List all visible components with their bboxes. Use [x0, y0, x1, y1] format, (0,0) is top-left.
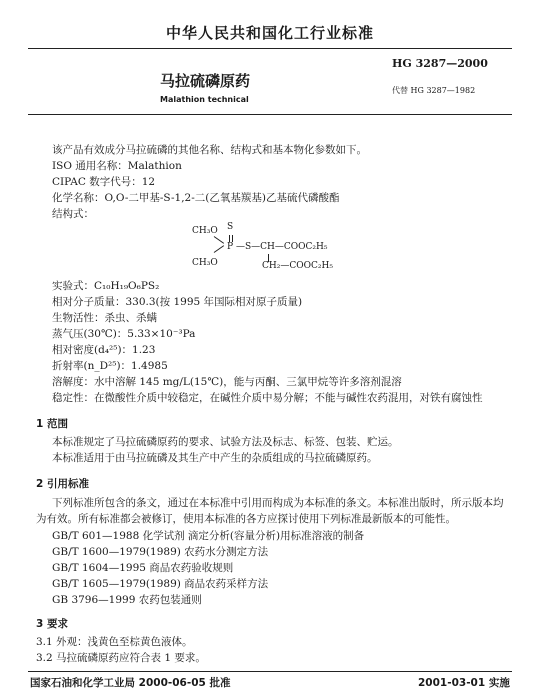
intro-lead: 该产品有效成分马拉硫磷的其他名称、结构式和基本物化参数如下。: [52, 144, 367, 156]
double-bond-line-a: [229, 235, 230, 242]
vapor-pressure: 蒸气压(30℃)：5.33×10⁻³Pa: [52, 328, 196, 340]
section-2-heading: 2 引用标准: [36, 478, 89, 490]
reference-standard: GB/T 601—1988 化学试剂 滴定分析(容量分析)用标准溶液的制备: [52, 530, 365, 542]
document-title-en: Malathion technical: [160, 95, 249, 104]
section-2-para-1a: 下列标准所包含的条文，通过在本标准中引用而构成为本标准的条文。本标准出版时，所示版本均: [52, 497, 504, 509]
reference-standard: GB/T 1600—1979(1989) 农药水分测定方法: [52, 546, 269, 558]
relative-density: 相对密度(d₄²⁵)：1.23: [52, 344, 156, 356]
section-1-para-2: 本标准适用于由马拉硫磷及其生产中产生的杂质组成的马拉硫磷原药。: [52, 452, 378, 464]
requirement-3-1: 3.1 外观：浅黄色至棕黄色液体。: [36, 636, 193, 648]
phosphorus-atom: P: [227, 242, 234, 252]
methoxy-group-2: CH₃O: [192, 258, 218, 268]
national-standard-title: 中华人民共和国化工行业标准: [165, 24, 374, 42]
reference-standard: GB 3796—1999 农药包装通则: [52, 594, 202, 606]
header-rule: [28, 48, 512, 49]
standard-number: HG 3287—2000: [392, 57, 488, 70]
empirical-formula: 实验式：C₁₀H₁₉O₆PS₂: [52, 280, 160, 292]
implementation-date: 2001-03-01 实施: [418, 677, 510, 689]
section-2-para-1b: 为有效。所有标准都会被修订，使用本标准的各方应探讨使用下列标准最新版本的可能性。: [36, 513, 456, 525]
bond-line: [214, 245, 224, 253]
biological-activity: 生物活性：杀虫、杀螨: [52, 312, 157, 324]
thio-chain: —S—CH—COOC₂H₅: [236, 242, 328, 252]
methoxy-group-1: CH₃O: [192, 226, 218, 236]
molecular-weight: 相对分子质量：330.3(按 1995 年国际相对原子质量): [52, 296, 303, 308]
document-title: 马拉硫磷原药: [160, 72, 251, 90]
title-rule: [28, 114, 512, 115]
iso-name: ISO 通用名称：Malathion: [52, 160, 182, 172]
stability: 稳定性：在微酸性介质中较稳定，在碱性介质中易分解；不能与碱性农药混用，对铁有腐蚀性: [52, 392, 483, 404]
branch-group: CH₂—COOC₂H₅: [262, 261, 333, 271]
bond-line: [214, 236, 224, 244]
requirement-3-2: 3.2 马拉硫磷原药应符合表 1 要求。: [36, 652, 206, 664]
reference-standard: GB/T 1605—1979(1989) 商品农药采样方法: [52, 578, 269, 590]
structure-label: 结构式：: [52, 208, 94, 220]
approval-info: 国家石油和化学工业局 2000-06-05 批准: [30, 677, 231, 689]
section-1-heading: 1 范围: [36, 418, 68, 430]
refractive-index: 折射率(n_D²⁵)：1.4985: [52, 360, 168, 372]
footer-rule: [28, 671, 512, 672]
cipac-code: CIPAC 数字代号：12: [52, 176, 156, 188]
double-bond-line-b: [232, 235, 233, 242]
replaces-standard: 代替 HG 3287—1982: [392, 86, 476, 95]
sulfur-atom: S: [227, 222, 234, 232]
chemical-name: 化学名称：O,O-二甲基-S-1,2-二(乙氧基羰基)乙基硫代磷酸酯: [52, 192, 340, 204]
solubility: 溶解度：水中溶解 145 mg/L(15℃)，能与丙酮、三氯甲烷等许多溶剂混溶: [52, 376, 402, 388]
section-3-heading: 3 要求: [36, 618, 68, 630]
section-1-para-1: 本标准规定了马拉硫磷原药的要求、试验方法及标志、标签、包装、贮运。: [52, 436, 399, 448]
reference-standard: GB/T 1604—1995 商品农药验收规则: [52, 562, 234, 574]
